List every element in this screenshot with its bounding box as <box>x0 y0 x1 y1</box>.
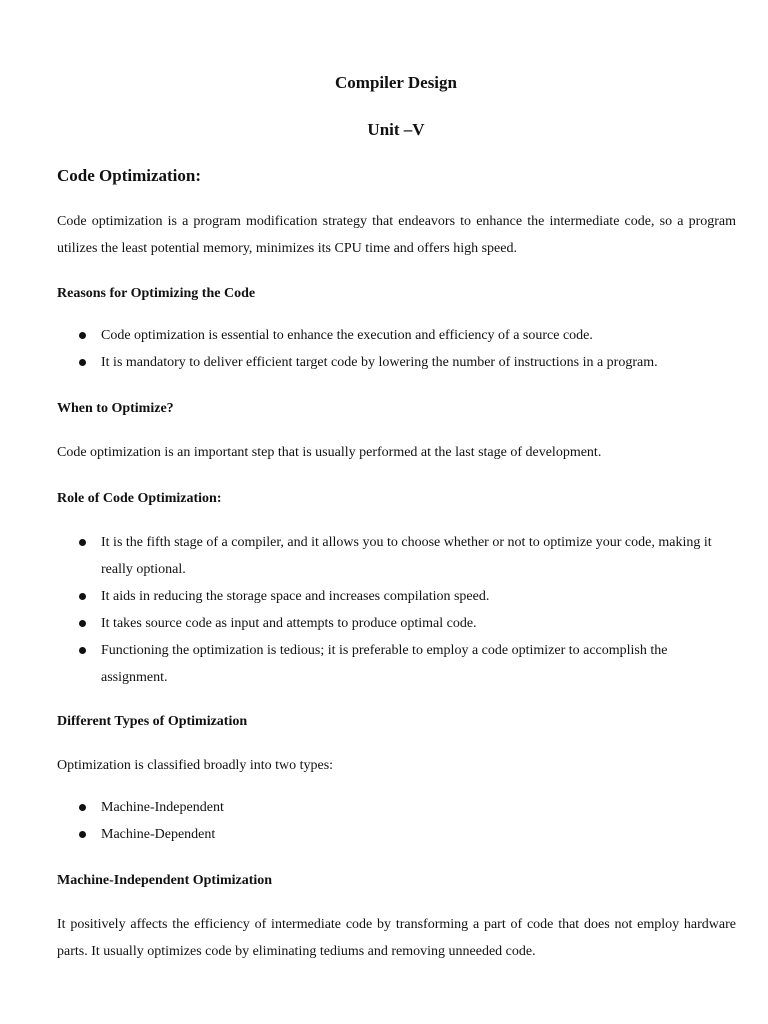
bullet-icon <box>79 804 86 811</box>
paragraph-machine-independent: It positively affects the efficiency of intermediate code by transforming a part of code that does not employ hardware parts. It usually optimizes code by eliminating tediums and removing unneeded code. <box>57 917 736 959</box>
types-list <box>57 794 736 848</box>
section-heading-role: Role of Code Optimization: <box>57 491 222 506</box>
bullet-icon <box>79 620 86 627</box>
list-item-text: It is the fifth stage of a compiler, and it allows you to choose whether or not to optimize your code, making it really optional. <box>101 535 712 577</box>
paragraph-when: Code optimization is an important step that is usually performed at the last stage of development. <box>57 445 602 460</box>
list-item-text: It aids in reducing the storage space and increases compilation speed. <box>101 589 490 604</box>
bullet-icon <box>79 831 86 838</box>
role-list <box>57 529 736 691</box>
reasons-list <box>57 322 736 376</box>
list-item <box>57 610 736 637</box>
list-item-text: Machine-Independent <box>101 800 224 815</box>
list-item-text: It is mandatory to deliver efficient target code by lowering the number of instructions in a program. <box>101 355 658 370</box>
paragraph-code-optimization: Code optimization is a program modification strategy that endeavors to enhance the intermediate code, so a program utilizes the least potential memory, minimizes its CPU time and offers high speed. <box>57 214 736 256</box>
list-item <box>57 529 736 583</box>
bullet-icon <box>79 539 86 546</box>
list-item-text: Machine-Dependent <box>101 827 216 842</box>
section-heading-when: When to Optimize? <box>57 401 174 416</box>
list-item <box>57 637 736 691</box>
list-item <box>57 322 736 349</box>
section-heading-types: Different Types of Optimization <box>57 714 248 729</box>
document-title: Compiler Design <box>335 73 457 92</box>
unit-title: Unit –V <box>367 120 425 139</box>
list-item-text: Functioning the optimization is tedious; it is preferable to employ a code optimizer to accomplish the assignment. <box>101 643 668 685</box>
list-item <box>57 583 736 610</box>
list-item-text: Code optimization is essential to enhance the execution and efficiency of a source code. <box>101 328 593 343</box>
paragraph-types: Optimization is classified broadly into two types: <box>57 758 334 773</box>
list-item <box>57 794 736 821</box>
list-item-text: It takes source code as input and attempts to produce optimal code. <box>101 616 477 631</box>
bullet-icon <box>79 332 86 339</box>
section-heading-reasons: Reasons for Optimizing the Code <box>57 286 256 301</box>
list-item <box>57 821 736 848</box>
bullet-icon <box>79 593 86 600</box>
section-heading-code-optimization: Code Optimization: <box>57 166 202 185</box>
bullet-icon <box>79 647 86 654</box>
bullet-icon <box>79 359 86 366</box>
list-item <box>57 349 736 376</box>
section-heading-machine-independent: Machine-Independent Optimization <box>57 873 273 888</box>
